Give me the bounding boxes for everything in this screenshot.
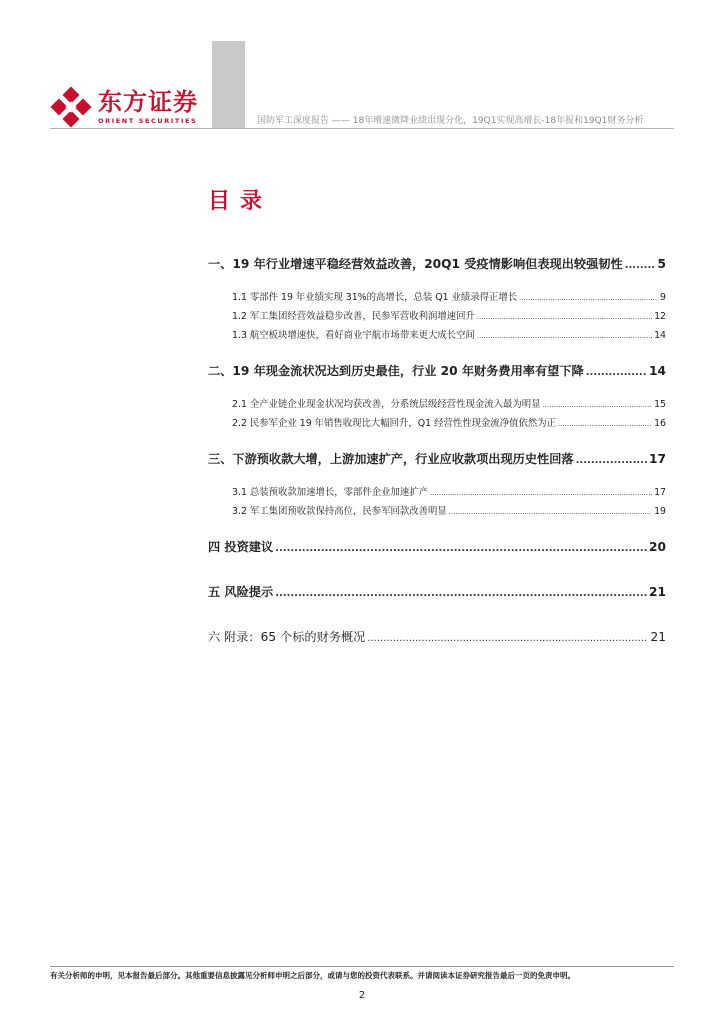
toc-entry-page: 5 — [657, 257, 666, 271]
logo-chinese-name: 东方证券 — [98, 88, 198, 116]
toc-entry-page: 16 — [654, 418, 666, 429]
orient-securities-logo-icon — [50, 86, 92, 128]
toc-entry-page: 17 — [649, 452, 666, 466]
page-number: 2 — [358, 990, 366, 1001]
toc-leader-dots — [519, 289, 658, 308]
table-of-contents — [208, 255, 666, 646]
header-decoration-bar — [212, 41, 245, 129]
header-divider — [50, 128, 674, 129]
footer-divider — [50, 966, 674, 967]
toc-entry-3-2[interactable] — [208, 502, 666, 521]
toc-entry-2-1[interactable] — [208, 395, 666, 414]
toc-entry-label: 1.1 零部件 19 年业绩实现 31%的高增长，总装 Q1 业绩录得正增长 — [232, 292, 518, 303]
toc-entry-label: 二、19 年现金流状况达到历史最佳，行业 20 年财务费用率有望下降 — [208, 364, 584, 378]
toc-entry-label: 三、下游预收款大增，上游加速扩产，行业应收款项出现历史性回落 — [208, 452, 574, 466]
toc-entry-label: 1.2 军工集团经营效益稳步改善，民参军营收利润增速回升 — [232, 311, 475, 322]
toc-leader-dots — [558, 415, 652, 434]
toc-entry-label: 2.1 全产业链企业现金状况均获改善，分系统层级经营性现金流入最为明显 — [232, 399, 541, 410]
logo-english-name: ORIENT SECURITIES — [98, 117, 198, 125]
toc-entry-page: 21 — [649, 585, 666, 599]
toc-entry-page: 20 — [649, 540, 666, 554]
toc-title: 目录 — [208, 189, 273, 214]
toc-entry-page: 14 — [649, 364, 666, 378]
toc-entry-1-1[interactable] — [208, 288, 666, 307]
toc-entry-page: 19 — [654, 506, 666, 517]
toc-entry-2-2[interactable] — [208, 414, 666, 433]
toc-entry-1-2[interactable] — [208, 307, 666, 326]
toc-leader-dots — [449, 503, 652, 522]
company-logo — [50, 86, 198, 128]
toc-leader-dots — [477, 308, 652, 327]
toc-entry-page: 14 — [654, 330, 666, 341]
toc-entry-label: 1.3 航空板块增速快，看好商业宇航市场带来更大成长空间 — [232, 330, 475, 341]
toc-entry-1-3[interactable] — [208, 326, 666, 345]
toc-entry-chapter-4[interactable] — [208, 538, 666, 556]
toc-entry-label: 一、19 年行业增速平稳经营效益改善，20Q1 受疫情影响但表现出较强韧性 — [208, 257, 623, 271]
toc-entry-3-1[interactable] — [208, 483, 666, 502]
toc-entry-label: 六 附录：65 个标的财务概况 — [208, 630, 366, 644]
toc-leader-dots — [543, 396, 653, 415]
toc-entry-label: 3.2 军工集团预收款保持高位，民参军回款改善明显 — [232, 506, 447, 517]
toc-entry-page: 15 — [654, 399, 666, 410]
toc-leader-dots — [576, 452, 647, 470]
report-header-title: 国防军工深度报告 —— 18年增速微降业绩出现分化，19Q1实现高增长-18年报和19Q1财务分析 — [257, 116, 644, 126]
toc-entry-chapter-2[interactable] — [208, 362, 666, 380]
toc-entry-chapter-1[interactable] — [208, 255, 666, 273]
toc-leader-dots — [477, 327, 652, 346]
toc-entry-page: 9 — [660, 292, 666, 303]
toc-leader-dots — [367, 630, 648, 648]
toc-entry-label: 五 风险提示 — [208, 585, 274, 599]
toc-leader-dots — [586, 364, 647, 382]
footer-disclaimer: 有关分析师的申明，见本报告最后部分。其他重要信息披露见分析师申明之后部分，或请与您的投资代表联系。并请阅读本证券研究报告最后一页的免责申明。 — [50, 971, 575, 980]
toc-entry-chapter-3[interactable] — [208, 450, 666, 468]
toc-entry-page: 21 — [650, 630, 666, 644]
toc-entry-label: 2.2 民参军企业 19 年销售收现比大幅回升，Q1 经营性性现金流净值依然为正 — [232, 418, 556, 429]
toc-entry-label: 3.1 总装预收款加速增长，零部件企业加速扩产 — [232, 487, 429, 498]
toc-entry-appendix[interactable] — [208, 628, 666, 646]
toc-entry-chapter-5[interactable] — [208, 583, 666, 601]
toc-leader-dots — [625, 257, 656, 275]
toc-entry-page: 17 — [654, 487, 666, 498]
toc-leader-dots — [275, 540, 647, 558]
toc-leader-dots — [430, 484, 652, 503]
toc-leader-dots — [275, 585, 647, 603]
toc-entry-label: 四 投资建议 — [208, 540, 274, 554]
toc-entry-page: 12 — [654, 311, 666, 322]
